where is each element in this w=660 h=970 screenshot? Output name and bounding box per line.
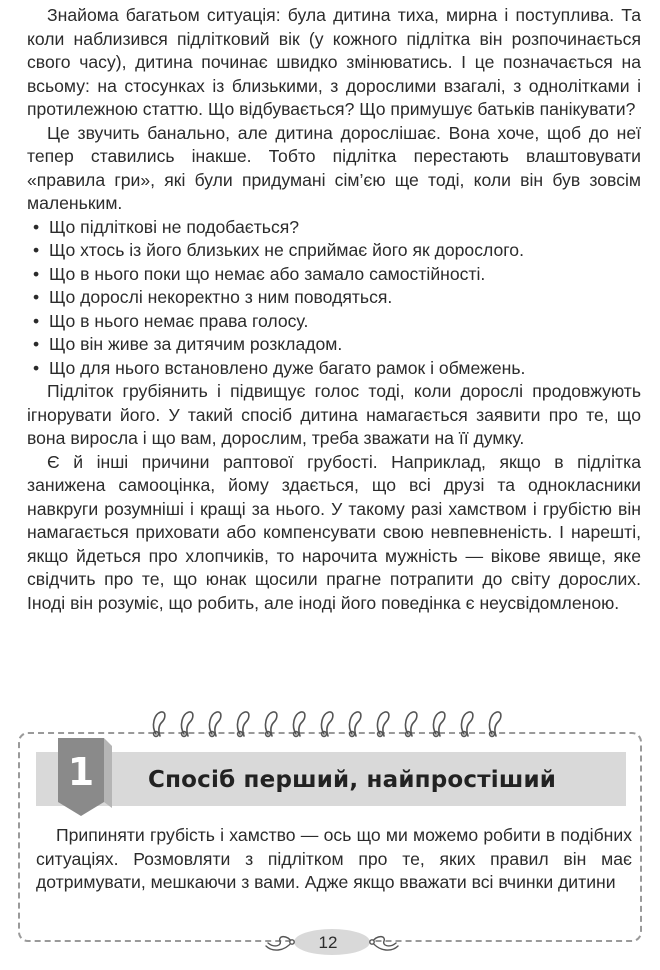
main-text <box>27 4 641 615</box>
list-item: • Що в нього немає права голосу. <box>27 310 641 334</box>
spiral-binding-icon <box>148 706 512 746</box>
list-item: • Що для нього встановлено дуже багато рамок і обмежень. <box>27 357 641 381</box>
paragraph-intro-2: Це звучить банально, але дитина дорослішає. Вона хоче, щоб до неї тепер ставились інакше. Тобто підлітка перестають влаштовувати «правила гри», які були придумані сім’єю ще тоді, коли він був зовсім маленьким. <box>27 122 641 213</box>
page-number: 12 <box>318 933 338 952</box>
list-item: • Що дорослі некоректно з ним поводяться. <box>27 286 641 310</box>
section-title: Спосіб перший, найпростіший <box>148 767 557 793</box>
reasons-list <box>27 216 641 381</box>
list-item: • Що в нього поки що немає або замало самостійності. <box>27 263 641 287</box>
paragraph-intro-1: Знайома багатьом ситуація: була дитина тиха, мирна і поступлива. Та коли наблизився підлітковий вік (у кожного підлітка він розпочинається свого часу), дитина починає швидко змінюватись. І це позначається на всьому: на стосунках із близькими, з дорослими взагалі, з однолітками і протилежною статтю. Що відбувається? Що примушує батьків панікувати? <box>27 5 641 119</box>
list-item: • Що хтось із його близьких не сприймає його як дорослого. <box>27 239 641 263</box>
list-item: • Що він живе за дитячим розкладом. <box>27 333 641 357</box>
section-number: 1 <box>67 750 95 794</box>
paragraph-after-2: Є й інші причини раптової грубості. Наприклад, якщо в підлітка занижена самооцінка, йому здається, що всі друзі та однокласники навкруги розумніші і кращі за нього. У такому разі хамством і грубістю він намагається приховати або компенсувати свою невпевненість. І нарешті, якщо йдеться про хлопчиків, то нарочита мужність — вікове явище, яке свідчить про те, що юнак щосили прагне потрапити до світу дорослих. Іноді він розуміє, що робить, але іноді його поведінка є неусвідомленою. <box>27 451 641 613</box>
list-item: • Що підліткові не подобається? <box>27 216 641 240</box>
paragraph-section-1: Припиняти грубість і хамство — ось що ми можемо робити в подібних ситуаціях. Розмовляти з підлітком про те, яких правил він має дотримувати, мешкаючи з вами. Адже якщо вважати всі вчинки дитини <box>36 825 632 892</box>
section-body <box>36 824 632 895</box>
paragraph-after-1: Підліток грубіянить і підвищує голос тоді, коли дорослі продовжують ігнорувати його. У такий спосіб дитина намагається заявити про те, що вона виросла і що вам, дорослим, треба зважати на її думку. <box>27 381 641 448</box>
